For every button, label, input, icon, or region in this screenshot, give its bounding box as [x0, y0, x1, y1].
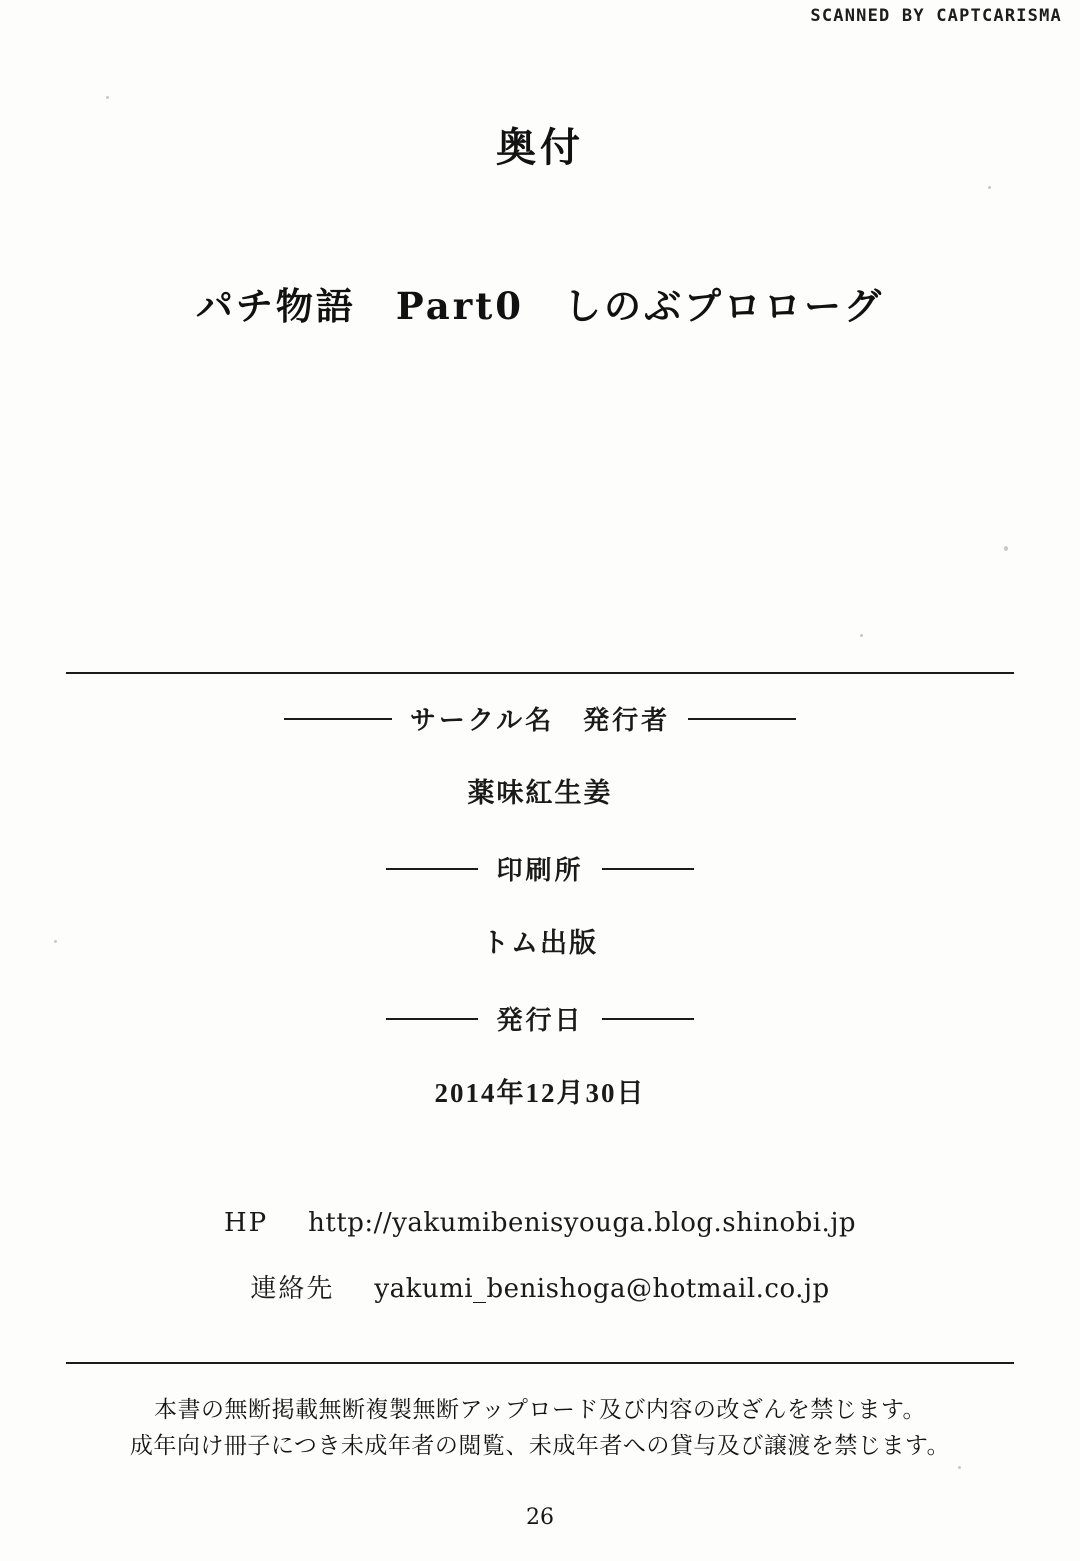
page-title: 奥付	[496, 125, 584, 170]
contact-info	[0, 1208, 1080, 1335]
notice-line-1: 本書の無断掲載無断複製無断アップロード及び内容の改ざんを禁じます。	[153, 1397, 927, 1422]
circle-label: サークル名 発行者	[409, 706, 671, 735]
date-label-row	[0, 1000, 1080, 1037]
scan-speck	[106, 96, 109, 99]
dash-left	[386, 1018, 478, 1020]
printer-value: トム出版	[482, 928, 598, 958]
circle-label-row	[0, 700, 1080, 737]
email-label: 連絡先	[250, 1274, 335, 1304]
work-title: パチ物語 Part0 しのぶプロローグ	[195, 284, 885, 328]
scan-speck	[1004, 546, 1008, 551]
divider-top	[66, 672, 1014, 674]
page-number: 26	[526, 1505, 554, 1530]
printer-label-row	[0, 850, 1080, 887]
divider-bottom	[66, 1362, 1014, 1364]
scan-speck	[988, 186, 991, 189]
date-value: 2014年12月30日	[434, 1078, 646, 1108]
dash-right	[602, 868, 694, 870]
date-label: 発行日	[496, 1006, 584, 1035]
homepage-label: HP	[223, 1208, 269, 1238]
printer-label: 印刷所	[496, 856, 584, 885]
circle-value: 薬味紅生姜	[467, 778, 613, 808]
legal-notice	[0, 1392, 1080, 1463]
scan-speck	[54, 940, 57, 943]
scan-speck	[860, 634, 863, 637]
homepage-row	[0, 1208, 1080, 1238]
email-address[interactable]: yakumi_benishoga@hotmail.co.jp	[374, 1274, 830, 1304]
email-row	[0, 1268, 1080, 1305]
dash-right	[688, 718, 796, 720]
dash-left	[284, 718, 392, 720]
scan-credit: SCANNED BY CAPTCARISMA	[810, 6, 1062, 26]
dash-left	[386, 868, 478, 870]
publication-info	[0, 700, 1080, 1150]
notice-line-2: 成年向け冊子につき未成年者の閲覧、未成年者への貸与及び譲渡を禁じます。	[129, 1432, 951, 1458]
homepage-url[interactable]: http://yakumibenisyouga.blog.shinobi.jp	[308, 1208, 857, 1238]
scan-speck	[958, 1466, 961, 1469]
dash-right	[602, 1018, 694, 1020]
